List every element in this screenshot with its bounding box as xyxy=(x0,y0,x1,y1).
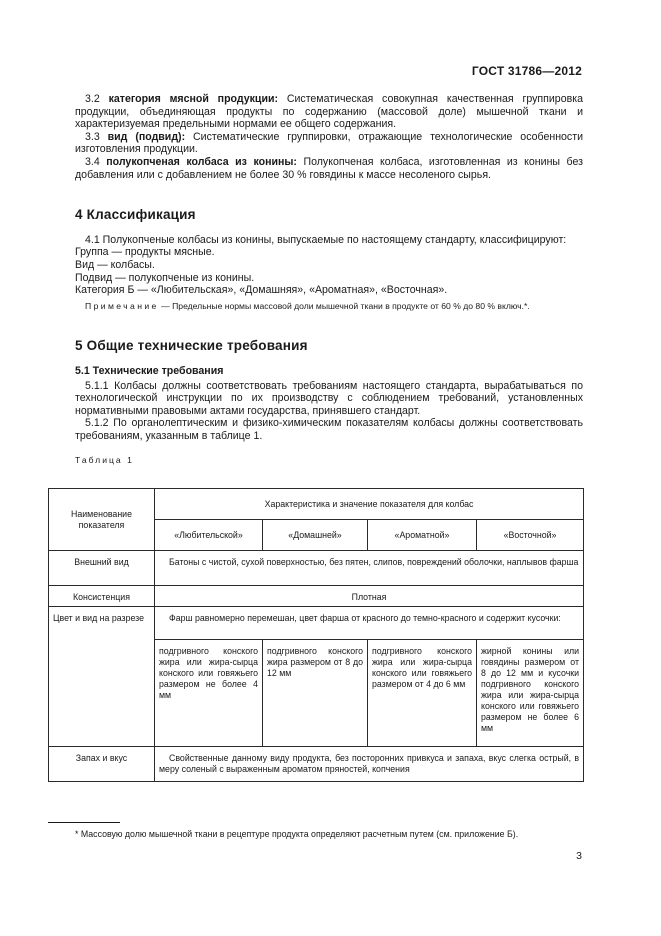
clause-number: 3.2 xyxy=(85,93,100,105)
clause-text: Систематическая совокупная качественная группировка продукции, объединяющая продукты по содержанию (массовой доле) мышечной ткани и характеризуемая предельными нормами ее общего содержания. xyxy=(75,93,583,131)
clause-number: 3.3 xyxy=(85,130,100,143)
clause-5-1-2: 5.1.2 По органолептическим и физико-химическим показателям колбасы должны соответствовать требованиям, указанным в таблице 1. xyxy=(75,417,583,442)
table-cell-lubitelskaya: подгривного конского жира или жира-сырца конского или говяжьего размером не более 4 мм xyxy=(155,640,263,747)
clause-text: Полукопченая колбаса, изготовленная из конины без добавления или с добавлением не более 30 % говядины к массе несоленого сырья. xyxy=(75,155,583,181)
section-4-title: 4 Классификация xyxy=(75,207,196,223)
clause-3-2 xyxy=(75,93,583,131)
table-header-row xyxy=(49,489,584,520)
table-1 xyxy=(48,488,584,782)
note-text: — Предельные нормы массовой доли мышечной ткани в продукте от 60 % до 80 % включ.*. xyxy=(158,300,530,311)
table-cell-vostochnaya: жирной конины или говядины размером от 8 до 12 мм и кусочки подгривного конского жира или жира-сырца конского или говяжьего размером не более 6 мм xyxy=(477,640,584,747)
table-row-smell xyxy=(49,747,584,782)
clause-text: Систематические группировки, отражающие технологические особенности изготовления продукции. xyxy=(75,130,583,156)
table-row-label: Запах и вкус xyxy=(49,747,155,782)
table-column-header: «Ароматной» xyxy=(368,520,477,551)
table-row-label: Консистенция xyxy=(49,586,155,607)
table-column-header: «Любительской» xyxy=(155,520,263,551)
clause-4-1: 4.1 Полукопченые колбасы из конины, выпускаемые по настоящему стандарту, классифицируют: xyxy=(85,233,567,246)
table-cell-domashnyaya: подгривного конского жира размером от 8 до 12 мм xyxy=(263,640,368,747)
clause-term: вид (подвид): xyxy=(107,130,186,143)
table-row-appearance xyxy=(49,551,584,586)
classification-group: Группа — продукты мясные. xyxy=(75,246,215,259)
clause-term: категория мясной продукции: xyxy=(108,93,278,105)
subsection-5-1-title: 5.1 Технические требования xyxy=(75,364,224,377)
clause-3-4 xyxy=(75,156,583,181)
section-5-title: 5 Общие технические требования xyxy=(75,338,308,354)
note-label: Примечание xyxy=(85,300,159,311)
table-row-label: Цвет и вид на разрезе xyxy=(49,607,155,747)
document-code: ГОСТ 31786—2012 xyxy=(471,64,582,78)
table-row-value: Батоны с чистой, сухой поверхностью, без пятен, слипов, повреждений оболочки, наплывов фарша xyxy=(155,551,584,586)
table-head-indicator: Наименование показателя xyxy=(49,489,155,551)
document-body xyxy=(75,93,583,467)
clause-term: полукопченая колбаса из конины: xyxy=(106,155,297,168)
classification-note xyxy=(75,300,583,313)
table-row-value: Плотная xyxy=(155,586,584,607)
page-number: 3 xyxy=(576,850,582,862)
classification-subkind: Подвид — полукопченые из конины. xyxy=(75,271,255,284)
table-caption: Таблица 1 xyxy=(75,455,134,466)
classification-kind: Вид — колбасы. xyxy=(75,258,155,271)
classification-category: Категория Б — «Любительская», «Домашняя», «Ароматная», «Восточная». xyxy=(75,284,448,297)
clause-5-1-1: 5.1.1 Колбасы должны соответствовать требованиям настоящего стандарта, вырабатываться по технологической инструкции по их производству с соблюдением требований, установленных нормативными правовыми актами государства, принявшего стандарт. xyxy=(75,379,583,417)
clause-3-3 xyxy=(75,131,583,156)
table-row-value: Свойственные данному виду продукта, без посторонних привкуса и запаха, вкус слегка острый, в меру соленый с выраженным ароматом пряностей, копчения xyxy=(155,747,584,782)
table-cell-aromatnaya: подгривного конского жира или жира-сырца конского или говяжьего размером от 4 до 6 мм xyxy=(368,640,477,747)
table-row-color xyxy=(49,607,584,640)
table-head-group: Характеристика и значение показателя для колбас xyxy=(155,489,584,520)
footnote: * Массовую долю мышечной ткани в рецептуре продукта определяют расчетным путем (см. приложение Б). xyxy=(75,829,519,839)
footnote-divider xyxy=(48,822,120,823)
table-row-consistency xyxy=(49,586,584,607)
table-column-header: «Домашней» xyxy=(263,520,368,551)
clause-number: 3.4 xyxy=(85,155,100,168)
table-column-header: «Восточной» xyxy=(477,520,584,551)
table-row-value: Фарш равномерно перемешан, цвет фарша от красного до темно-красного и содержит кусочки: xyxy=(155,607,584,640)
table-row-label: Внешний вид xyxy=(49,551,155,586)
